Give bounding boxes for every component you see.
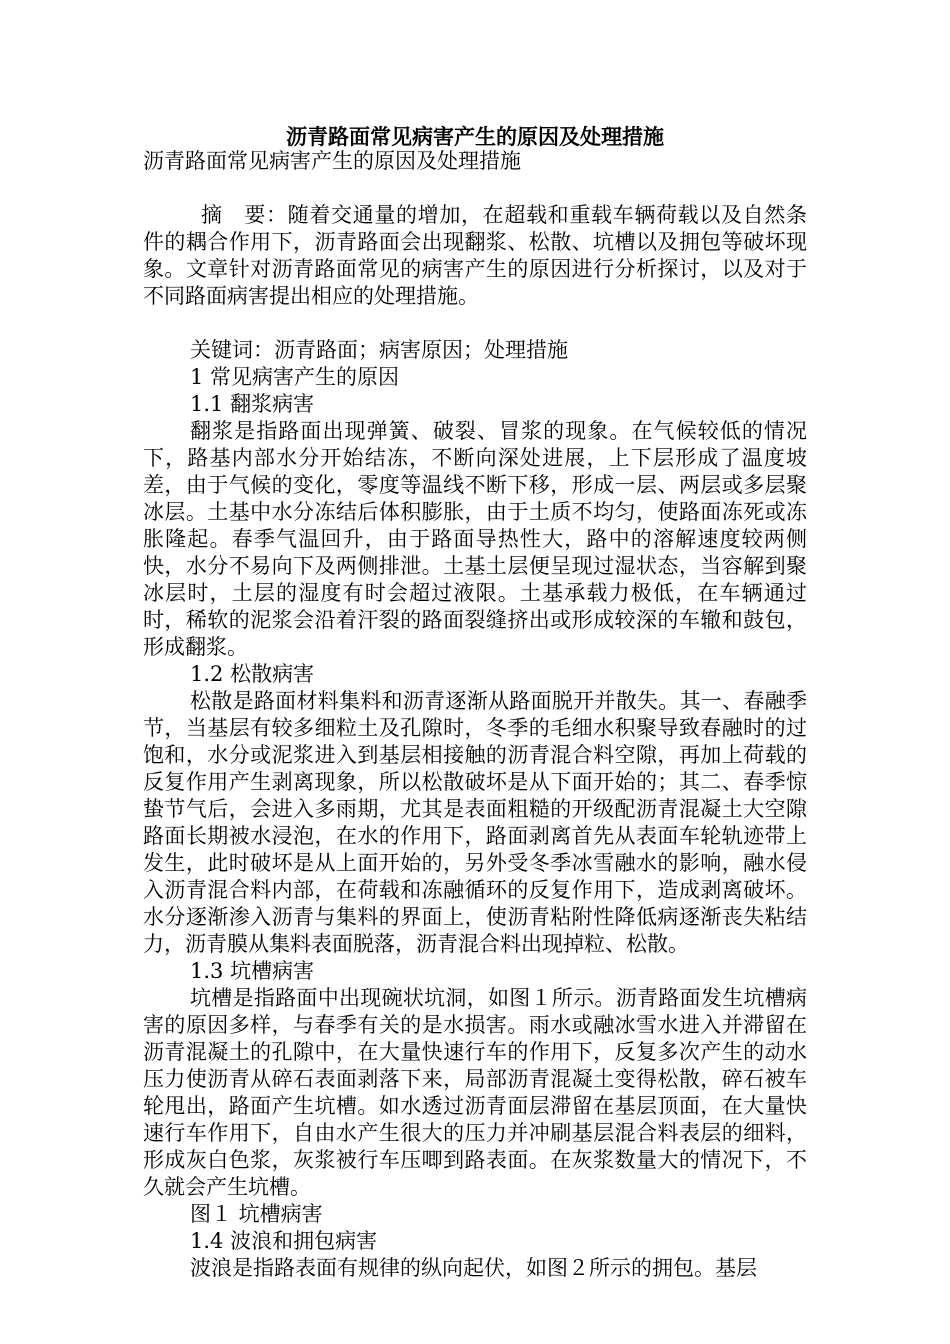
blank-line: [143, 310, 807, 337]
section-1-3-heading: 1.3 坑槽病害: [190, 959, 315, 983]
section-1-2-heading: 1.2 松散病害: [190, 662, 315, 686]
section-1-2-body: 松散是路面材料集料和沥青逐渐从路面脱开并散失。其一、春融季节，当基层有较多细粒土及孔隙时，冬季的毛细水积聚导致春融时的过饱和，水分或泥浆进入到基层相接触的沥青混合料空隙，再加上荷载的反复作用产生剥离现象，所以松散破坏是从下面开始的；其二、春季惊蛰节气后，会进入多雨期，尤其是表面粗糙的开级配沥青混凝土大空隙路面长期被水浸泡，在水的作用下，路面剥离首先从表面车轮轨迹带上发生，此时破坏是从上面开始的，另外受冬季冰雪融水的影响，融水侵入沥青混合料内部，在荷载和冻融循环的反复作用下，造成剥离破坏。水分逐渐渗入沥青与集料的界面上，使沥青粘附性降低病逐渐丧失粘结力，沥青膜从集料表面脱落，沥青混合料出现掉粒、松散。: [143, 689, 807, 956]
figure-1-caption: 图１ 坑槽病害: [190, 1202, 323, 1226]
section-1-3-body: 坑槽是指路面中出现碗状坑洞，如图１所示。沥青路面发生坑槽病害的原因多样，与春季有关的是水损害。雨水或融冰雪水进入并滞留在沥青混凝土的孔隙中，在大量快速行车的作用下，反复多次产生的动水压力使沥青从碎石表面剥落下来，局部沥青混凝土变得松散，碎石被车轮甩出，路面产生坑槽。如水透过沥青面层滞留在基层顶面，在大量快速行车作用下，自由水产生很大的压力并冲刷基层混合料表层的细料，形成灰白色浆，灰浆被行车压唧到路表面。在灰浆数量大的情况下，不久就会产生坑槽。: [143, 986, 807, 1199]
section-1-1-body: 翻浆是指路面出现弹簧、破裂、冒浆的现象。在气候较低的情况下，路基内部水分开始结冻，不断向深处进展，上下层形成了温度坡差，由于气候的变化，零度等温线不断下移，形成一层、两层或多层聚冰层。土基中水分冻结后体积膨胀，由于土质不均匀，使路面冻死或冻胀隆起。春季气温回升，由于路面导热性大，路中的溶解速度较两侧快，水分不易向下及两侧排泄。土基土层便呈现过湿状态，当容解到聚冰层时，土层的湿度有时会超过液限。土基承载力极低，在车辆通过时，稀软的泥浆会沿着汗裂的路面裂缝挤出或形成较深的车辙和鼓包，形成翻浆。: [143, 419, 807, 659]
section-1-heading: 1 常见病害产生的原因: [190, 365, 400, 389]
section-1-4-heading: 1.4 波浪和拥包病害: [190, 1229, 378, 1253]
document-subtitle: 沥青路面常见病害产生的原因及处理措施: [143, 149, 521, 173]
blank-line: [143, 175, 807, 202]
document-body: [143, 148, 807, 1282]
section-1-4-body: 波浪是指路表面有规律的纵向起伏，如图２所示的拥包。基层: [190, 1256, 757, 1280]
document-title: 沥青路面常见病害产生的原因及处理措施: [286, 124, 664, 149]
keywords: 关键词：沥青路面；病害原因；处理措施: [190, 338, 568, 362]
abstract: 摘 要：随着交通量的增加，在超载和重载车辆荷载以及自然条件的耦合作用下，沥青路面会出现翻浆、松散、坑槽以及拥包等破坏现象。文章针对沥青路面常见的病害产生的原因进行分析探讨，以及对于不同路面病害提出相应的处理措施。: [143, 203, 807, 308]
section-1-1-heading: 1.1 翻浆病害: [190, 392, 315, 416]
